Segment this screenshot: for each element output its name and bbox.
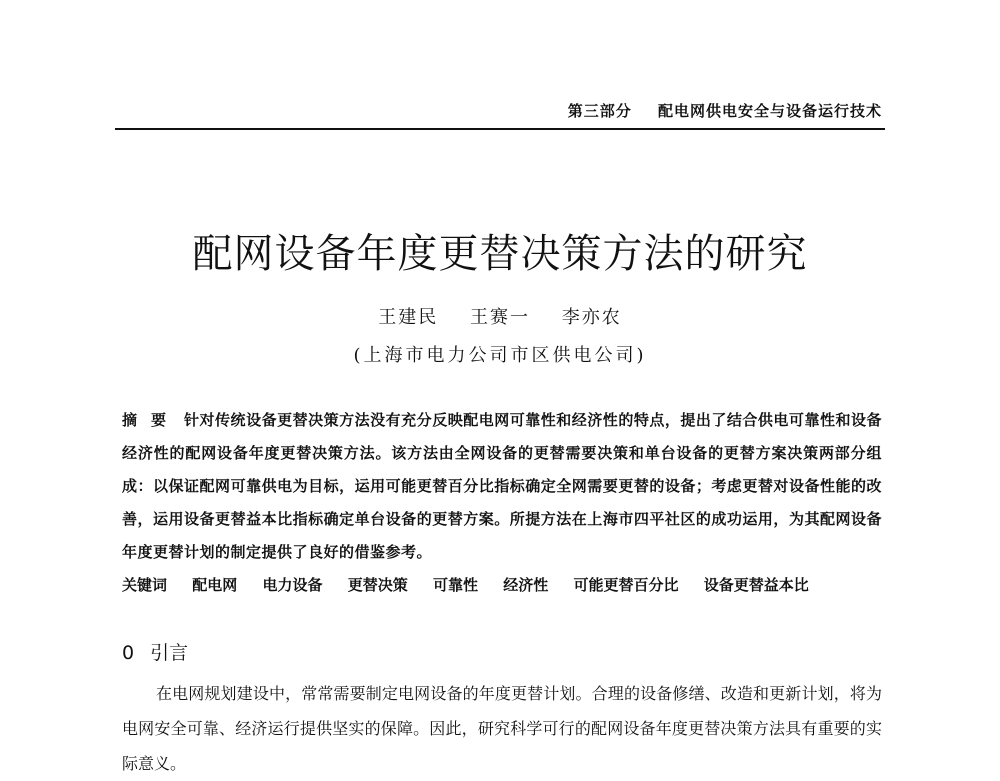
- section-number: 0: [122, 642, 135, 664]
- authors: [0, 303, 1000, 329]
- keyword-item: 可能更替百分比: [573, 576, 679, 594]
- keywords-label: 关键词: [122, 576, 168, 594]
- header-rule: [115, 128, 885, 130]
- abstract: [122, 404, 882, 569]
- keyword-item: 电力设备: [262, 576, 323, 594]
- abstract-text: 针对传统设备更替决策方法没有充分反映配电网可靠性和经济性的特点，提出了结合供电可靠性和设备经济性的配网设备年度更替决策方法。该方法由全网设备的更替需要决策和单台设备的更替方案决策两部分组成：以保证配网可靠供电为目标，运用可能更替百分比指标确定全网需要更替的设备；考虑更替对设备性能的改善，运用设备更替益本比指标确定单台设备的更替方案。所提方法在上海市四平社区的成功运用，为其配网设备年度更替计划的制定提供了良好的借鉴参考。: [122, 411, 882, 561]
- section-title: 引言: [150, 642, 189, 664]
- author-1: 王建民: [378, 307, 439, 328]
- body-paragraph: 在电网规划建设中，常常需要制定电网设备的年度更替计划。合理的设备修缮、改造和更新计划，将为电网安全可靠、经济运行提供坚实的保障。因此，研究科学可行的配网设备年度更替决策方法具有重要的实际意义。: [122, 684, 882, 773]
- keywords: [122, 569, 882, 602]
- keyword-item: 配电网: [192, 576, 238, 594]
- running-header: [568, 100, 882, 121]
- keyword-item: 设备更替益本比: [703, 576, 809, 594]
- author-3: 李亦农: [561, 307, 622, 328]
- abstract-label: 摘要: [122, 411, 181, 429]
- author-2: 王赛一: [470, 307, 530, 328]
- paper-title: 配网设备年度更替决策方法的研究: [192, 231, 808, 277]
- header-part: 第三部分: [567, 102, 632, 120]
- header-section: 配电网供电安全与设备运行技术: [657, 102, 882, 120]
- section-heading: [122, 638, 188, 665]
- keyword-item: 更替决策: [347, 576, 408, 594]
- keyword-item: 经济性: [503, 576, 549, 594]
- keyword-item: 可靠性: [433, 576, 479, 594]
- affiliation: (上海市电力公司市区供电公司): [353, 345, 647, 366]
